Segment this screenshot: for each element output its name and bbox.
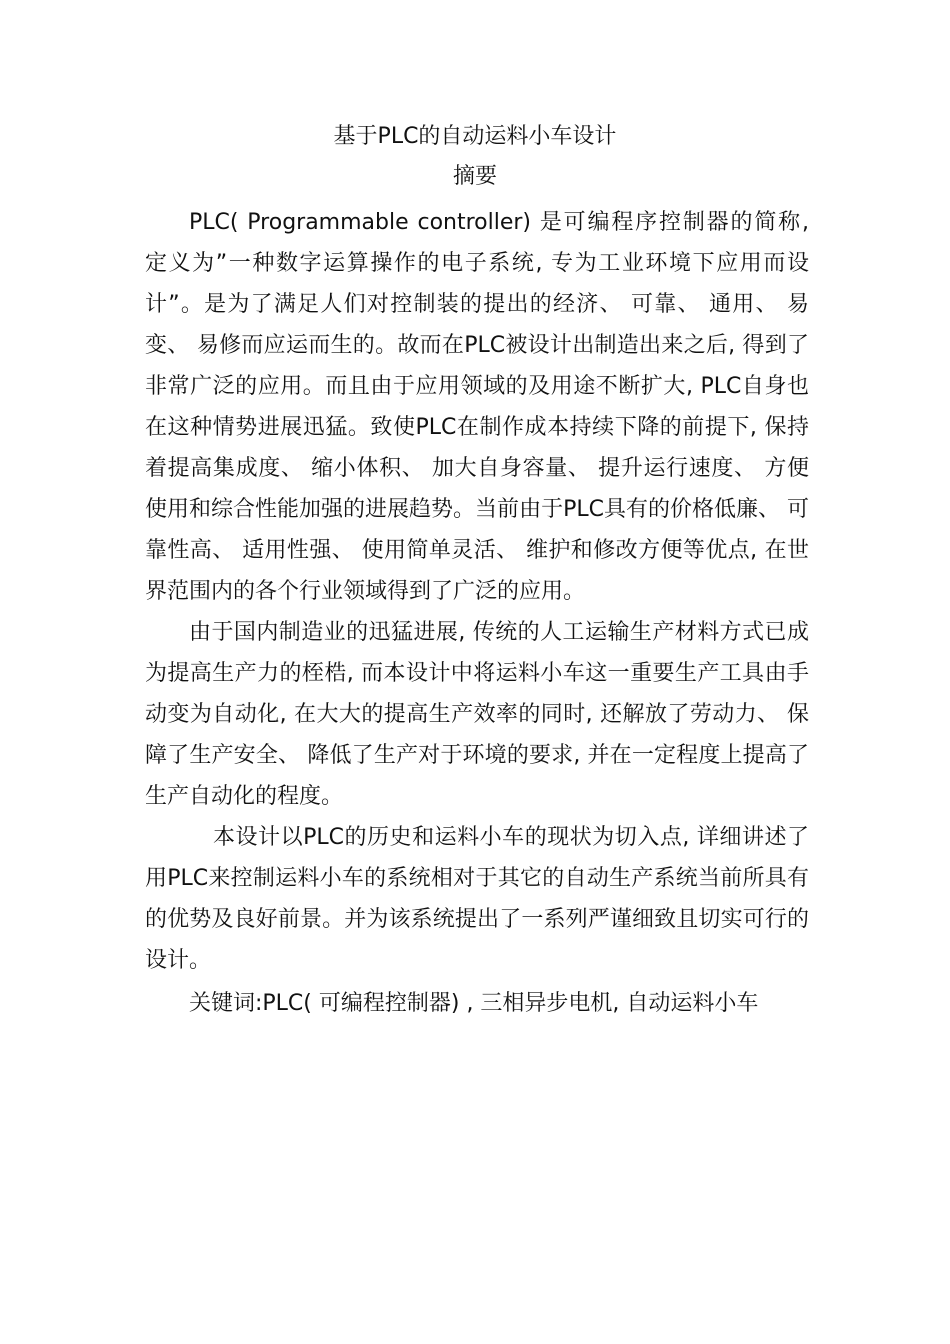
- abstract-paragraph-1: PLC( Programmable controller) 是可编程序控制器的简称, 定义为”一种数字运算操作的电子系统, 专为工业环境下应用而设计”。是为了满足人们对控制装的提出的经济、 可靠、 通用、 易变、 易修而应运而生的。故而在PLC被设计出制造出来之后, 得到了非常广泛的应用。而且由于应用领域的及用途不断扩大, PLC自身也在这种情势进展迅猛。致使PLC在制作成本持续下降的前提下, 保持着提高集成度、 缩小体积、 加大自身容量、 提升运行速度、 方便使用和综合性能加强的进展趋势。当前由于PLC具有的价格低廉、 可靠性高、 适用性强、 使用简单灵活、 维护和修改方便等优点, 在世界范围内的各个行业领域得到了广泛的应用。: [145, 210, 809, 604]
- abstract-body: [145, 202, 809, 1024]
- document-title: 基于PLC的自动运料小车设计: [333, 124, 617, 149]
- abstract-heading: 摘要: [452, 164, 497, 189]
- abstract-paragraph-3: 本设计以PLC的历史和运料小车的现状为切入点, 详细讲述了用PLC来控制运料小车的系统相对于其它的自动生产系统当前所具有的优势及良好前景。并为该系统提出了一系列严谨细致且切实可行的设计。: [145, 825, 809, 973]
- keywords-line: 关键词:PLC( 可编程控制器) , 三相异步电机, 自动运料小车: [189, 991, 759, 1016]
- abstract-paragraph-2: 由于国内制造业的迅猛进展, 传统的人工运输生产材料方式已成为提高生产力的桎梏, 而本设计中将运料小车这一重要生产工具由手动变为自动化, 在大大的提高生产效率的同时, 还解放了劳动力、 保障了生产安全、 降低了生产对于环境的要求, 并在一定程度上提高了生产自动化的程度。: [145, 620, 809, 809]
